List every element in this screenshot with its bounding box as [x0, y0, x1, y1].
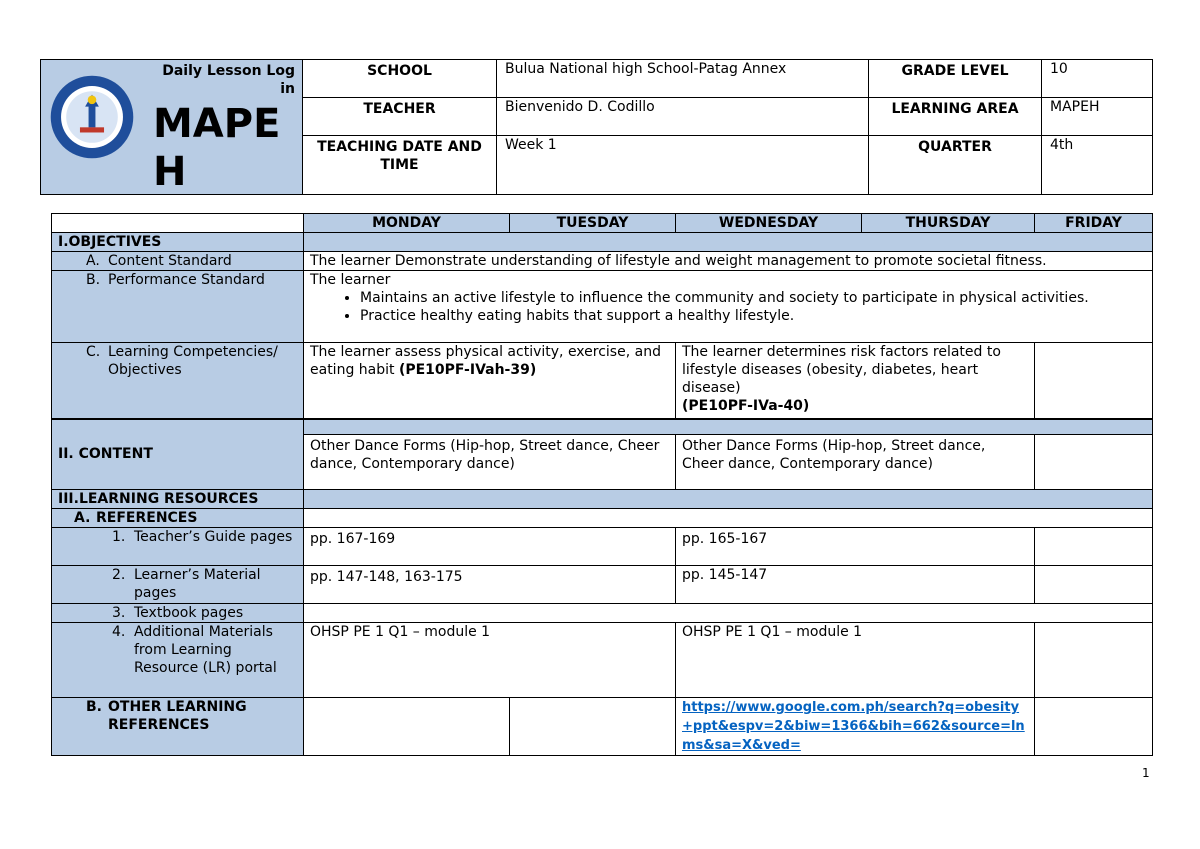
content-heading-cell [52, 419, 304, 490]
performance-intro: The learner [310, 272, 391, 288]
day-tuesday: TUESDAY [510, 214, 676, 233]
learners-material-wednesday: pp. 145-147 [676, 566, 1035, 604]
additional-materials-label: 4. Additional Materials from Learning Resource (LR) portal [52, 623, 304, 698]
subject-title: MAPEH [153, 101, 281, 195]
content-standard-value: The learner Demonstrate understanding of lifestyle and weight management to promote societal fitness. [304, 252, 1153, 271]
learning-area-label: LEARNING AREA [869, 98, 1042, 136]
competencies-label: C. Learning Competencies/ Objectives [52, 343, 304, 419]
other-references-num: B. [86, 699, 102, 715]
daily-lesson-log-label: Daily Lesson Log in [162, 63, 295, 97]
teacher-label: TEACHER [303, 98, 497, 136]
content-standard-label: A. Content Standard [52, 252, 304, 271]
competency-code: (PE10PF-IVa-40) [682, 398, 810, 414]
school-label: SCHOOL [303, 60, 497, 98]
content-standard-num: A. [86, 253, 100, 269]
performance-item: • Maintains an active lifestyle to influence the community and society to participate in physical activities. [360, 289, 1146, 307]
other-references-monday [304, 698, 510, 756]
teachers-guide-label: 1. Teacher’s Guide pages [52, 528, 304, 566]
other-references-friday [1035, 698, 1153, 756]
performance-standard-num: B. [86, 272, 101, 288]
references-num: A. [74, 510, 91, 526]
lesson-log-table [51, 213, 1153, 756]
day-thursday: THURSDAY [862, 214, 1035, 233]
objectives-blank [304, 233, 1153, 252]
teaching-date-label: TEACHING DATE AND TIME [303, 136, 497, 195]
references-label: A. REFERENCES [52, 509, 304, 528]
blank-corner-cell [52, 214, 304, 233]
learners-material-friday [1035, 566, 1153, 604]
competencies-friday [1035, 343, 1153, 419]
quarter-value: 4th [1042, 136, 1153, 195]
content-friday [1035, 435, 1153, 490]
school-value: Bulua National high School-Patag Annex [497, 60, 869, 98]
logo-cell [41, 60, 303, 195]
textbook-label: 3. Textbook pages [52, 604, 304, 623]
teachers-guide-wednesday: pp. 165-167 [676, 528, 1035, 566]
additional-materials-wednesday: OHSP PE 1 Q1 – module 1 [676, 623, 1035, 698]
performance-standard-value [304, 271, 1153, 343]
other-references-wednesday [676, 698, 1035, 756]
learners-material-monday: pp. 147-148, 163-175 [304, 566, 676, 604]
additional-materials-monday: OHSP PE 1 Q1 – module 1 [304, 623, 676, 698]
learners-material-label: 2. Learner’s Material pages [52, 566, 304, 604]
resources-heading: III.LEARNING RESOURCES [52, 490, 304, 509]
teacher-value: Bienvenido D. Codillo [497, 98, 869, 136]
performance-standard-label: B. Performance Standard [52, 271, 304, 343]
day-friday: FRIDAY [1035, 214, 1153, 233]
day-monday: MONDAY [304, 214, 510, 233]
teaching-date-value: Week 1 [497, 136, 869, 195]
page-number: 1 [1142, 766, 1150, 780]
content-monday: Other Dance Forms (Hip-hop, Street dance, Cheer dance, Contemporary dance) [304, 435, 676, 490]
content-wednesday: Other Dance Forms (Hip-hop, Street dance, Cheer dance, Contemporary dance) [676, 435, 1035, 490]
resources-blank [304, 490, 1153, 509]
learning-area-value: MAPEH [1042, 98, 1153, 136]
other-references-label: B. OTHER LEARNING REFERENCES [52, 698, 304, 756]
competencies-num: C. [86, 344, 101, 360]
performance-item: • Practice healthy eating habits that support a healthy lifestyle. [360, 307, 1146, 325]
teachers-guide-friday [1035, 528, 1153, 566]
grade-level-value: 10 [1042, 60, 1153, 98]
header-table [40, 59, 1153, 195]
content-blank [304, 419, 1153, 435]
references-blank [304, 509, 1153, 528]
textbook-value [304, 604, 1153, 623]
competencies-wednesday: The learner determines risk factors related to lifestyle diseases (obesity, diabetes, heart disease) (PE10PF-IVa-40) [676, 343, 1035, 419]
quarter-label: QUARTER [869, 136, 1042, 195]
deped-seal-icon [49, 74, 135, 160]
google-search-link[interactable]: https://www.google.com.ph/search?q=obesity+ppt&espv=2&biw=1366&bih=662&source=lnms&sa=X&ved= [682, 700, 1025, 753]
other-references-tuesday [510, 698, 676, 756]
teachers-guide-monday: pp. 167-169 [304, 528, 676, 566]
competencies-monday: The learner assess physical activity, exercise, and eating habit (PE10PF-IVah-39) [304, 343, 676, 419]
grade-level-label: GRADE LEVEL [869, 60, 1042, 98]
additional-materials-friday [1035, 623, 1153, 698]
day-wednesday: WEDNESDAY [676, 214, 862, 233]
competency-code: (PE10PF-IVah-39) [398, 362, 537, 378]
content-heading: II. CONTENT [58, 446, 153, 463]
objectives-heading: I.OBJECTIVES [52, 233, 304, 252]
